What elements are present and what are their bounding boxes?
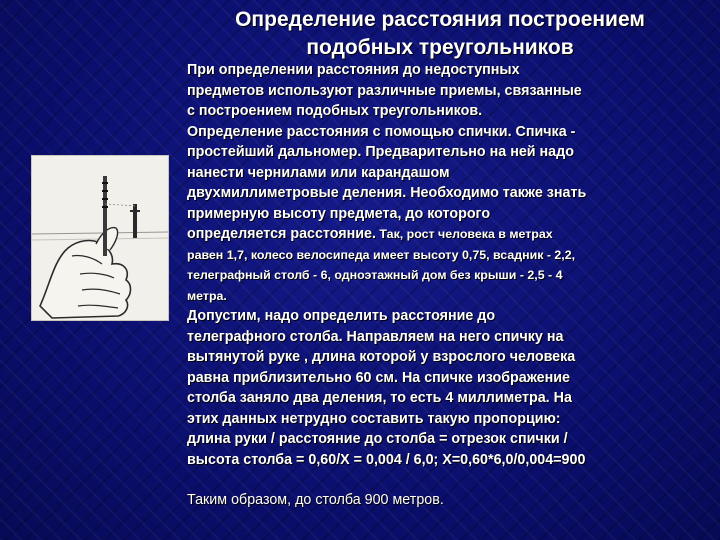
illustration-hand-with-match [31, 155, 169, 321]
spacer [187, 470, 711, 490]
body-line: нанести чернилами или карандашом [187, 164, 450, 181]
body-line: Определение расстояния с помощью спички. Спичка - [187, 123, 576, 140]
body-line: высота столба = 0,60/Х = 0,004 / 6,0; Х=0,60*6,0/0,004=900 [187, 451, 586, 468]
title-line-2: подобных треугольников [306, 36, 574, 59]
body-line [187, 224, 711, 245]
slide-title [180, 6, 700, 62]
body-line: телеграфного столба. Направляем на него спичку на [187, 328, 564, 345]
body-line: предметов используют различные приемы, связанные [187, 82, 582, 99]
body-line: с построением подобных треугольников. [187, 103, 483, 119]
conclusion-text: Таким образом, до столба 900 метров. [187, 492, 444, 508]
body-line-small: равен 1,7, колесо велосипеда имеет высоту 0,75, всадник - 2,2, [187, 247, 576, 262]
body-line: двухмиллиметровые деления. Необходимо также знать [187, 185, 587, 201]
body-line: равна приблизительно 60 см. На спичке изображение [187, 369, 571, 386]
body-line-part-small: Так, рост человека в метрах [375, 227, 553, 241]
body-line: вытянутой руке , длина которой у взрослого человека [187, 349, 576, 365]
body-line: простейший дальномер. Предварительно на ней надо [187, 144, 574, 160]
body-line-small: метра. [187, 288, 227, 303]
body-line-part: определяется расстояние. [187, 226, 376, 242]
hand-match-pole-drawing [32, 156, 168, 320]
slide-body [187, 60, 711, 511]
body-line: При определении расстояния до недоступных [187, 62, 520, 78]
body-line: длина руки / расстояние до столба = отрезок спички / [187, 431, 568, 447]
body-line-small: телеграфный столб - 6, одноэтажный дом без крыши - 2,5 - 4 [187, 268, 563, 282]
body-line: столба заняло два деления, то есть 4 миллиметра. На [187, 390, 572, 406]
body-line: этих данных нетрудно составить такую пропорцию: [187, 410, 561, 427]
body-line: Допустим, надо определить расстояние до [187, 308, 496, 324]
body-line: примерную высоту предмета, до которого [187, 205, 491, 222]
title-line-1: Определение расстояния построением [235, 8, 645, 31]
